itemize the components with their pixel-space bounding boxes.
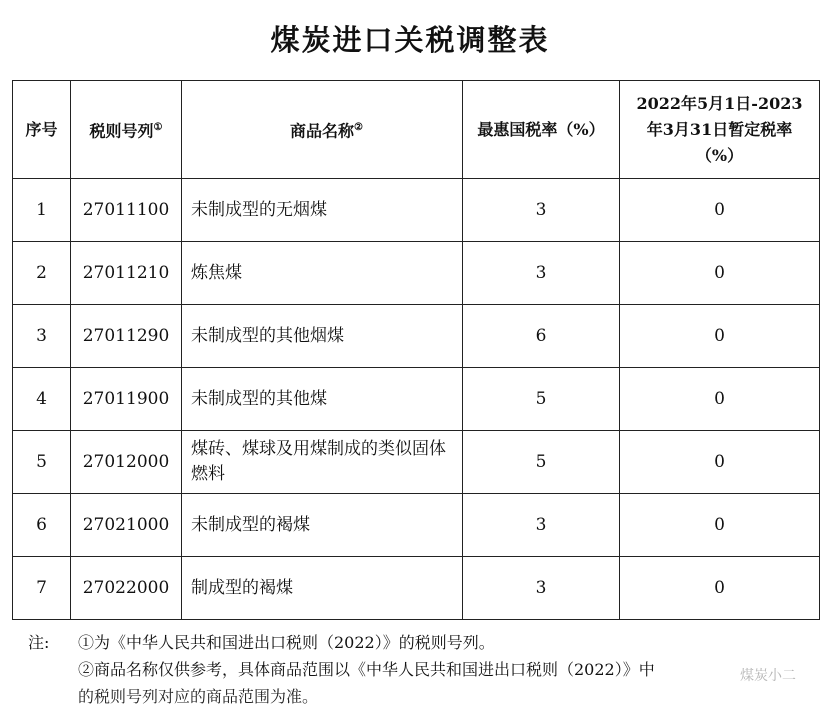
table-header-row (13, 81, 820, 179)
cell-seq: 2 (13, 242, 71, 305)
cell-name: 炼焦煤 (182, 242, 463, 305)
cell-seq: 7 (13, 557, 71, 620)
cell-code: 27011900 (71, 368, 182, 431)
cell-mfn: 3 (463, 179, 620, 242)
table-row (13, 368, 820, 431)
header-name-label: 商品名称 (290, 121, 355, 141)
footnote-1-text: ①为《中华人民共和国进出口税则（2022）》的税则号列。 (78, 633, 495, 652)
cell-mfn: 5 (463, 368, 620, 431)
table-row (13, 179, 820, 242)
cell-mfn: 6 (463, 305, 620, 368)
cell-name: 未制成型的褐煤 (182, 494, 463, 557)
table-row (13, 305, 820, 368)
cell-temp: 0 (620, 494, 820, 557)
header-temp-rate (620, 81, 820, 179)
notes-label: 注: (28, 633, 50, 652)
cell-code: 27011100 (71, 179, 182, 242)
cell-temp: 0 (620, 242, 820, 305)
table-row (13, 242, 820, 305)
cell-seq: 5 (13, 431, 71, 494)
cell-code: 27011210 (71, 242, 182, 305)
header-temp-line2: 年3月31日暂定税率 (646, 119, 793, 139)
cell-temp: 0 (620, 368, 820, 431)
watermark-logo: 煤炭小二 (740, 668, 796, 684)
cell-mfn: 5 (463, 431, 620, 494)
footnotes (28, 629, 655, 710)
tariff-table (12, 80, 820, 620)
cell-code: 27011290 (71, 305, 182, 368)
cell-seq: 4 (13, 368, 71, 431)
header-mfn-rate: 最惠国税率（%） (463, 81, 620, 179)
table-row (13, 494, 820, 557)
footnote-1 (28, 629, 655, 656)
cell-mfn: 3 (463, 557, 620, 620)
cell-name: 煤砖、煤球及用煤制成的类似固体燃料 (182, 431, 463, 494)
footnote-2-continued: 的税则号列对应的商品范围为准。 (78, 687, 319, 706)
page-title: 煤炭进口关税调整表 (270, 23, 550, 57)
cell-code: 27012000 (71, 431, 182, 494)
cell-temp: 0 (620, 431, 820, 494)
cell-name: 未制成型的其他烟煤 (182, 305, 463, 368)
table-row (13, 431, 820, 494)
cell-name: 未制成型的其他煤 (182, 368, 463, 431)
footnote-mark-2: ② (354, 121, 363, 133)
cell-mfn: 3 (463, 242, 620, 305)
footnote-mark-1: ① (153, 121, 163, 133)
cell-seq: 3 (13, 305, 71, 368)
cell-temp: 0 (620, 305, 820, 368)
header-code (71, 81, 182, 179)
table-row (13, 557, 820, 620)
cell-seq: 1 (13, 179, 71, 242)
cell-temp: 0 (620, 557, 820, 620)
header-temp-line1: 2022年5月1日-2023 (636, 93, 803, 113)
cell-name: 未制成型的无烟煤 (182, 179, 463, 242)
header-seq: 序号 (13, 81, 71, 179)
cell-temp: 0 (620, 179, 820, 242)
cell-code: 27022000 (71, 557, 182, 620)
header-temp-line3: （%） (695, 145, 744, 165)
header-name (182, 81, 463, 179)
header-code-label: 税则号列 (89, 121, 154, 141)
footnote-2-text: ②商品名称仅供参考，具体商品范围以《中华人民共和国进出口税则（2022）》中 (78, 660, 655, 679)
cell-seq: 6 (13, 494, 71, 557)
cell-code: 27021000 (71, 494, 182, 557)
cell-name: 制成型的褐煤 (182, 557, 463, 620)
cell-mfn: 3 (463, 494, 620, 557)
